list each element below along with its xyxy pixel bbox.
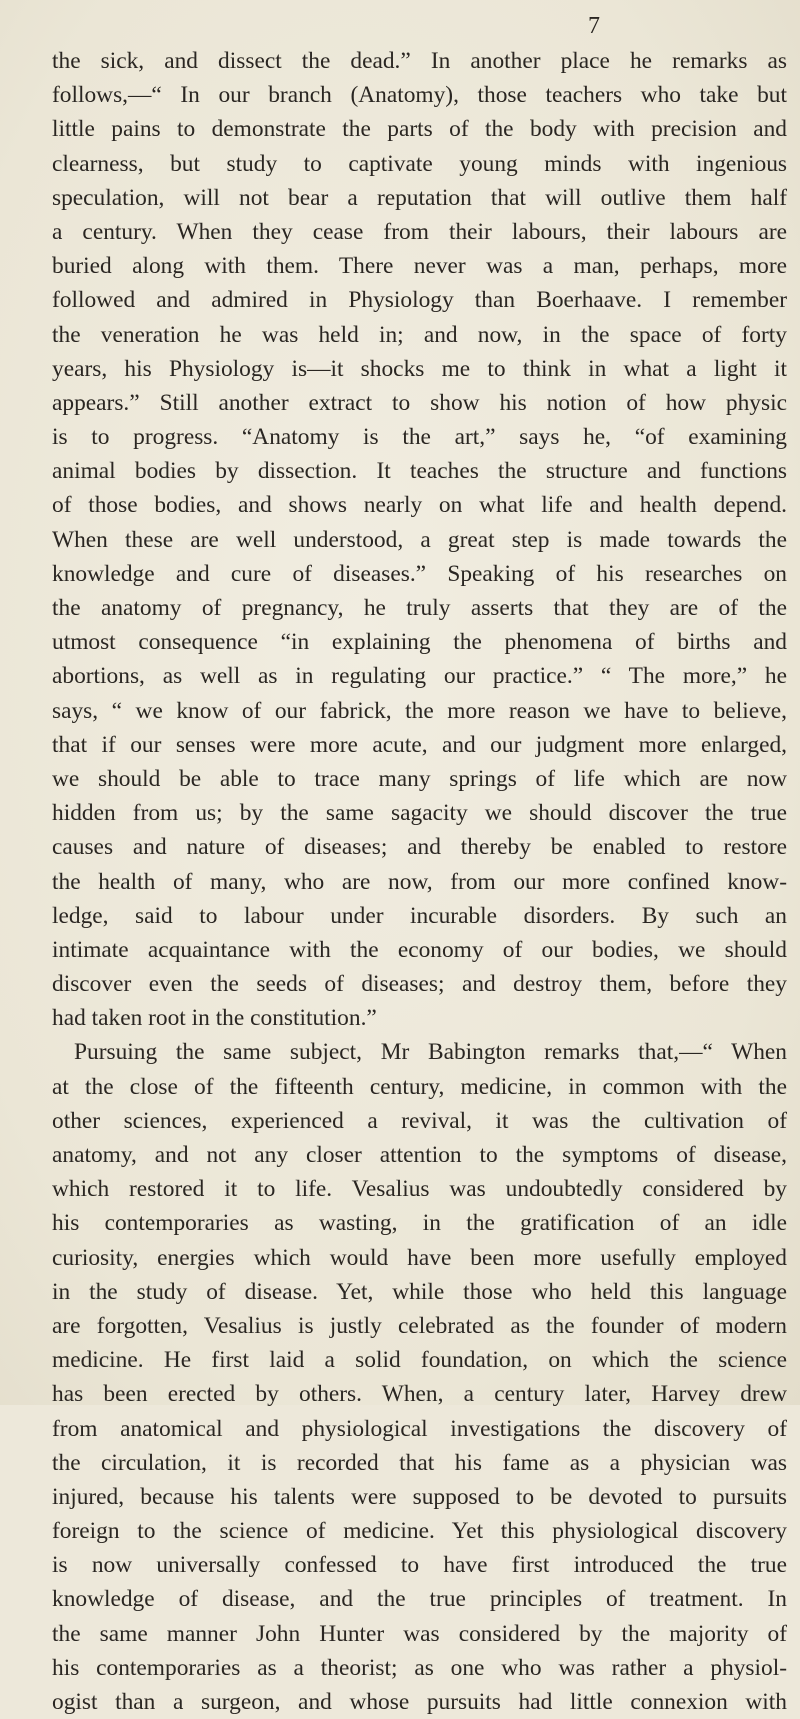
text-line: knowledge of disease, and the true principles of treatment. In bbox=[52, 1586, 787, 1613]
text-line: follows,—“ In our branch (Anatomy), those teachers who take but bbox=[52, 82, 787, 109]
text-line: Pursuing the same subject, Mr Babington remarks that,—“ When bbox=[74, 1039, 787, 1066]
text-line: is to progress. “Anatomy is the art,” says he, “of examining bbox=[52, 424, 787, 451]
text-line: foreign to the science of medicine. Yet this physiological discovery bbox=[52, 1518, 787, 1545]
text-line: his contemporaries as wasting, in the gratification of an idle bbox=[52, 1210, 787, 1237]
text-line: utmost consequence “in explaining the phenomena of births and bbox=[52, 629, 787, 656]
text-line: at the close of the fifteenth century, medicine, in common with the bbox=[52, 1073, 787, 1100]
text-line: clearness, but study to captivate young minds with ingenious bbox=[52, 150, 787, 177]
text-line: from anatomical and physiological investigations the discovery of bbox=[52, 1415, 787, 1442]
text-line: has been erected by others. When, a century later, Harvey drew bbox=[52, 1381, 787, 1408]
text-line: is now universally confessed to have first introduced the true bbox=[52, 1552, 787, 1579]
text-line: animal bodies by dissection. It teaches the structure and functions bbox=[52, 458, 787, 485]
text-line: the health of many, who are now, from our more confined know- bbox=[52, 868, 787, 895]
text-line: hidden from us; by the same sagacity we should discover the true bbox=[52, 800, 787, 827]
text-line: the veneration he was held in; and now, in the space of forty bbox=[52, 321, 787, 348]
text-line: says, “ we know of our fabrick, the more reason we have to believe, bbox=[52, 697, 787, 724]
text-line: which restored it to life. Vesalius was undoubtedly considered by bbox=[52, 1176, 787, 1203]
text-line: injured, because his talents were supposed to be devoted to pursuits bbox=[52, 1483, 787, 1510]
text-line: medicine. He first laid a solid foundation, on which the science bbox=[52, 1347, 787, 1374]
text-line: appears.” Still another extract to show his notion of how physic bbox=[52, 389, 787, 416]
text-line: the circulation, it is recorded that his fame as a physician was bbox=[52, 1449, 787, 1476]
text-line: the same manner John Hunter was considered by the majority of bbox=[52, 1620, 787, 1647]
text-line: buried along with them. There never was a man, perhaps, more bbox=[52, 253, 787, 280]
text-line: knowledge and cure of diseases.” Speaking of his researches on bbox=[52, 560, 787, 587]
text-line: discover even the seeds of diseases; and destroy them, before they bbox=[52, 971, 787, 998]
text-line: the sick, and dissect the dead.” In another place he remarks as bbox=[52, 48, 787, 74]
text-line: other sciences, experienced a revival, it was the cultivation of bbox=[52, 1107, 787, 1134]
text-line: the anatomy of pregnancy, he truly asserts that they are of the bbox=[52, 595, 787, 621]
text-line: a century. When they cease from their labours, their labours are bbox=[52, 218, 787, 245]
text-line: are forgotten, Vesalius is justly celebrated as the founder of modern bbox=[52, 1312, 787, 1339]
text-line: we should be able to trace many springs of life which are now bbox=[52, 765, 787, 792]
text-line: anatomy, and not any closer attention to the symptoms of disease, bbox=[52, 1142, 787, 1168]
text-line: followed and admired in Physiology than Boerhaave. I remember bbox=[52, 287, 787, 314]
text-line: ogist than a surgeon, and whose pursuits had little connexion with bbox=[52, 1689, 787, 1715]
text-line: abortions, as well as in regulating our practice.” “ The more,” he bbox=[52, 663, 787, 690]
text-line: ledge, said to labour under incurable disorders. By such an bbox=[52, 902, 787, 929]
text-line: causes and nature of diseases; and thereby be enabled to restore bbox=[52, 834, 787, 861]
text-line: speculation, will not bear a reputation that will outlive them half bbox=[52, 184, 787, 211]
text-line: little pains to demonstrate the parts of the body with precision and bbox=[52, 116, 787, 143]
text-line: years, his Physiology is—it shocks me to think in what a light it bbox=[52, 355, 787, 382]
text-line: that if our senses were more acute, and our judgment more enlarged, bbox=[52, 731, 787, 758]
text-line: his contemporaries as a theorist; as one who was rather a physiol- bbox=[52, 1654, 787, 1681]
text-line: in the study of disease. Yet, while those who held this language bbox=[52, 1278, 787, 1305]
text-line: of those bodies, and shows nearly on what life and health depend. bbox=[52, 492, 787, 519]
page-number: 7 bbox=[588, 13, 600, 39]
text-line: intimate acquaintance with the economy of our bodies, we should bbox=[52, 936, 787, 963]
text-line: had taken root in the constitution.” bbox=[52, 1005, 377, 1032]
body-text bbox=[52, 44, 787, 1719]
text-line: When these are well understood, a great step is made towards the bbox=[52, 526, 787, 553]
text-line: curiosity, energies which would have been more usefully employed bbox=[52, 1244, 787, 1271]
